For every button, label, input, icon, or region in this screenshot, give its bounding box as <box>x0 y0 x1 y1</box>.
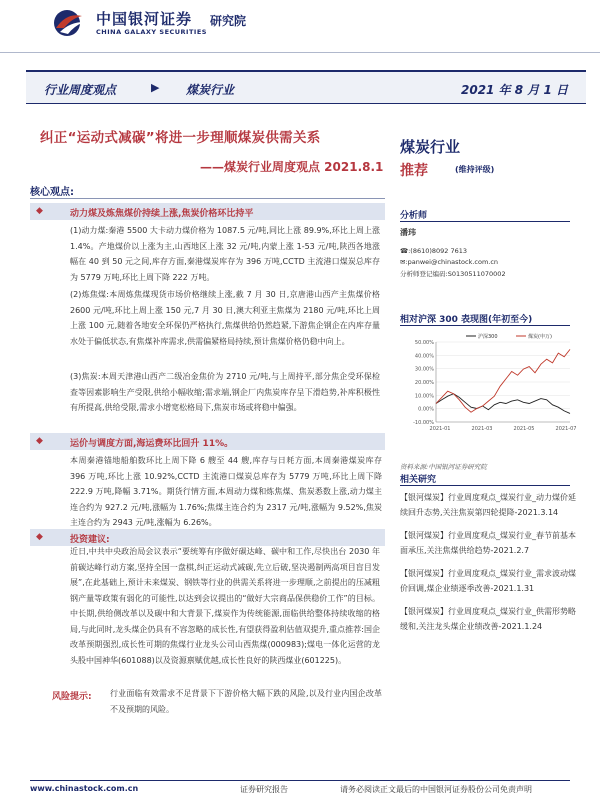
paragraph: 行业面临有效需求不足背景下下游价格大幅下跌的风险,以及行业内国企改革不及预期的风险。 <box>110 689 382 714</box>
paragraph: 本周秦港锚地船舶数环比上周下降 6 艘至 44 艘,库存与日耗方面,本周秦港煤炭库存 396 万吨,环比上涨 10.92%,CCTD 主流港口煤炭总库存为 5779 万吨,环比上周下降 222.9 万吨,降幅 3.71%。期货行情方面,本周动力煤和炼焦煤、焦炭悉数上涨,动力煤主连合约为 927.2 元/吨,涨幅为 1.76%;焦煤主连合约为 2317 元/吨,涨幅为 9.52%,焦炭主连合约为 2943 元/吨,涨幅为 6.26%。 <box>70 456 382 527</box>
analyst-name: 潘玮 <box>400 228 416 237</box>
footer-divider <box>30 780 570 781</box>
rating-note: (维持评级) <box>455 165 495 174</box>
related-link[interactable]: 【银河煤炭】行业周度观点_煤炭行业_动力煤价延续回升态势,关注焦炭第四轮提降-2021.3.14 <box>400 493 576 517</box>
page-subtitle: ——煤炭行业周度观点 2021.8.1 <box>200 160 384 174</box>
performance-chart <box>398 330 578 440</box>
triangle-icon: ▶ <box>151 81 160 94</box>
related-heading: 相关研究 <box>400 475 437 485</box>
brand-name: 中国银河证券 <box>96 10 193 28</box>
footer-disclaimer: 请务必阅读正文最后的中国银河证券股份公司免责声明 <box>340 785 532 794</box>
x-tick-label: 2021-05 <box>513 426 535 432</box>
header-divider <box>0 52 600 53</box>
y-tick-label: 10.00% <box>414 393 434 400</box>
brand-institute: 研究院 <box>210 14 247 28</box>
rating: 推荐 <box>400 163 428 179</box>
y-tick-label: 50.00% <box>414 340 434 346</box>
paragraph: 近日,中共中央政治局会议表示“要统筹有序做好碳达峰、碳中和工作,尽快出台 2030 年前碳达峰行动方案,坚持全国一盘棋,纠正运动式减碳,先立后破,坚决遏制两高项目盲目发展”,在此基础上,预计未来煤炭、钢铁等行业的供需关系将进一步理顺,之前提出的压减粗钢产量等政策有弱化的可能性,以达到会议提出的“做好大宗商品保供稳价工作”的目标。中长期,供给侧改革以及碳中和大背景下,煤炭作为传统能源,面临供给整体持续收缩的格局,与此同时,龙头煤企仍具有不容忽略的成长性,有望获得盈利估值双提升,重点推荐:国企改革预期强烈,成长性可期的焦煤行业龙头公司山西焦煤(000983);煤电一体化运营的龙头股中国神华(601088)以及资源禀赋优越,成长性良好的陕西煤业(601225)。 <box>70 547 380 665</box>
related-list <box>400 490 578 642</box>
y-tick-label: 30.00% <box>414 366 434 373</box>
report-band <box>26 70 586 104</box>
sidebar-industry: 煤炭行业 <box>400 138 461 156</box>
chart-title: 相对沪深 300 表现图(年初至今) <box>400 315 533 325</box>
diamond-icon: ◆ <box>36 532 43 542</box>
diamond-icon: ◆ <box>36 206 43 216</box>
brand-logo-icon <box>50 8 86 38</box>
x-tick-label: 2021-03 <box>471 426 493 432</box>
related-link[interactable]: 【银河煤炭】行业周度观点_煤炭行业_春节前基本面承压,关注焦煤供给趋势-2021.2.7 <box>400 531 576 555</box>
section-title: 投资建议: <box>70 535 110 545</box>
x-tick-label: 2021-01 <box>429 426 451 432</box>
paragraph: (3)焦炭:本周天津港山西产二级冶金焦价为 2710 元/吨,与上周持平,部分焦企受环保检查等因素影响生产受限,供给小幅收缩;需求端,钢企厂内焦炭库存呈下滑趋势,补库积极性有所提高,供给受限,需求小增宽松格局下,焦炭市场或将稳中偏强。 <box>70 372 380 412</box>
y-tick-label: -10.00% <box>413 420 434 426</box>
core-view-heading: 核心观点: <box>30 187 74 198</box>
diamond-icon: ◆ <box>36 436 43 446</box>
divider <box>400 485 570 486</box>
analyst-email[interactable]: ✉:panwei@chinastock.com.cn <box>400 258 499 266</box>
y-tick-label: 0.00% <box>418 406 434 413</box>
section-title: 运价与调度方面,海运费环比回升 11%。 <box>70 439 234 449</box>
report-industry: 煤炭行业 <box>186 83 235 97</box>
divider <box>400 221 570 222</box>
y-tick-label: 40.00% <box>414 353 434 360</box>
section-header <box>30 203 385 220</box>
brand-name-en: CHINA GALAXY SECURITIES <box>96 28 207 36</box>
footer-label: 证券研究报告 <box>240 785 288 794</box>
report-date: 2021 年 8 月 1 日 <box>461 83 568 97</box>
paragraph: (1)动力煤:秦港 5500 大卡动力煤价格为 1087.5 元/吨,同比上涨 89.9%,环比上周上涨 1.4%。产地煤价以上涨为主,山西地区上涨 32 元/吨,内蒙上涨 1-53 元/吨,陕西各地涨幅在 40 到 50 元之间,库存方面,秦港煤炭库存为 396 万吨,CCTD 主流港口煤炭总库存为 5779 万吨,环比上周下降 222 万吨。 <box>70 226 380 282</box>
related-link[interactable]: 【银河煤炭】行业周度观点_煤炭行业_供需形势略缓和,关注龙头煤企业绩改善-2021.1.24 <box>400 607 576 631</box>
page-title: 纠正“运动式减碳”将进一步理顺煤炭供需关系 <box>40 130 321 146</box>
divider <box>400 325 570 326</box>
analyst-phone: ☎:(8610)8092 7613 <box>400 247 468 255</box>
report-type: 行业周度观点 <box>44 83 117 97</box>
paragraph: (2)炼焦煤:本周炼焦煤现货市场价格继续上涨,截 7 月 30 日,京唐港山西产主焦煤价格 2600 元/吨,环比上周上涨 150 元,7 月 30 日,澳大利亚主焦煤为 2180 元/吨,环比上周上涨 100 元,随着各地安全环保仍严格执行,焦煤供给仍然趋紧,下游焦企钢企在内库存量水处于偏低状态,有焦煤补库需求,供需偏紧格局持续,预计焦煤价格仍稳中向上。 <box>70 290 380 346</box>
legend-label: 煤炭(申万) <box>528 334 552 340</box>
x-tick-label: 2021-07 <box>555 426 577 432</box>
analyst-heading: 分析师 <box>400 211 428 221</box>
section-title: 风险提示: <box>52 692 92 702</box>
y-tick-label: 20.00% <box>414 380 434 386</box>
main-content <box>30 198 385 719</box>
footer-url[interactable]: www.chinastock.com.cn <box>30 784 139 793</box>
section-title: 动力煤及炼焦煤价持续上涨,焦炭价格环比持平 <box>70 209 254 219</box>
legend-label: 沪深300 <box>478 334 498 340</box>
analyst-license: 分析师登记编码:S0130511070002 <box>400 270 506 278</box>
related-link[interactable]: 【银河煤炭】行业周度观点_煤炭行业_需求波动煤价回调,煤企业绩逐季改善-2021.1.31 <box>400 569 576 593</box>
chart-source: 资料来源:中国银河证券研究院 <box>400 463 487 471</box>
section-header <box>30 433 385 450</box>
